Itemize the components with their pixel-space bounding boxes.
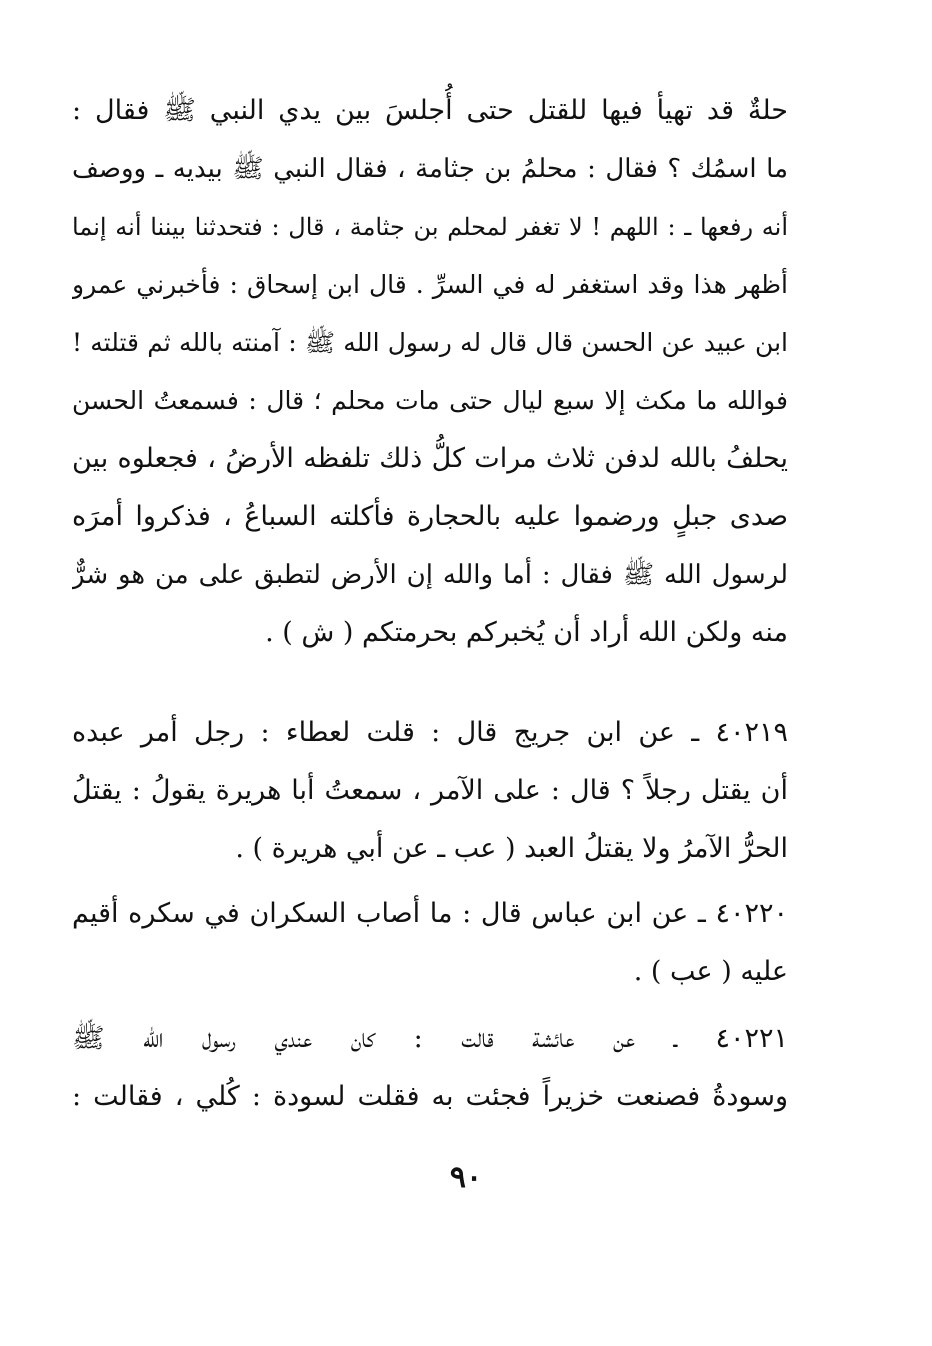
paragraph-hadith-40220 [72,885,788,1001]
text-line: ٤٠٢٢٠ ـ عن ابن عباس قال : ما أصاب السكران في سكره أقيم [72,898,788,929]
text-line: لرسول الله ﷺ فقال : أما والله إن الأرض لتطبق على من هو شرٌّ [72,560,788,590]
text-line: أظهر هذا وقد استغفر له في السرِّ . قال ابن إسحاق : فأخبرني عمرو [72,270,788,299]
page-number: ٩٠ [449,1160,483,1195]
text-line: أنه رفعها ـ : اللهم ! لا تغفر لمحلم بن جثامة ، قال : فتحدثنا بيننا أنه إنما [72,213,788,241]
text-line: ابن عبيد عن الحسن قال قال له رسول الله ﷺ : آمنته بالله ثم قتلته ! [72,328,788,357]
text-line: الحرُّ الآمرُ ولا يقتلُ العبد ( عب ـ عن أبي هريرة ) . [235,833,788,864]
text-line: يحلفُ بالله لدفن ثلاث مرات كلُّ ذلك تلفظه الأرضُ ، فجعلوه بين [72,443,788,474]
text-line: ٤٠٢٢١ ـ عن عائشة قالت : كان عندي رسول الله ﷺ [72,1023,788,1054]
text-line: ما اسمُك ؟ فقال : محلمُ بن جثامة ، فقال النبي ﷺ بيديه ـ ووصف [72,154,788,184]
paragraph-hadith-40221 [72,1010,788,1126]
text-line: عليه ( عب ) . [633,956,788,987]
paragraph-hadith-continuation [72,82,788,662]
text-line: أن يقتل رجلاً ؟ قال : على الآمر ، سمعتُ أبا هريرة يقولُ : يقتلُ [72,775,788,806]
text-line: حلةٌ قد تهيأ فيها للقتل حتى أُجلسَ بين يدي النبي ﷺ فقال : [72,95,788,126]
text-line: فوالله ما مكث إلا سبع ليال حتى مات محلم ؛ قال : فسمعتُ الحسن [72,386,788,415]
text-line: صدى جبلٍ ورضموا عليه بالحجارة فأكلته السباعُ ، فذكروا أمرَه [72,501,788,532]
paragraph-hadith-40219 [72,704,788,878]
text-line: منه ولكن الله أراد أن يُخبركم بحرمتكم ( ش ) . [265,617,788,648]
text-line: وسودةُ فصنعت خزيراً فجئت به فقلت لسودة : كُلي ، فقالت : [72,1081,788,1112]
text-line: ٤٠٢١٩ ـ عن ابن جريج قال : قلت لعطاء : رجل أمر عبده [72,717,788,748]
